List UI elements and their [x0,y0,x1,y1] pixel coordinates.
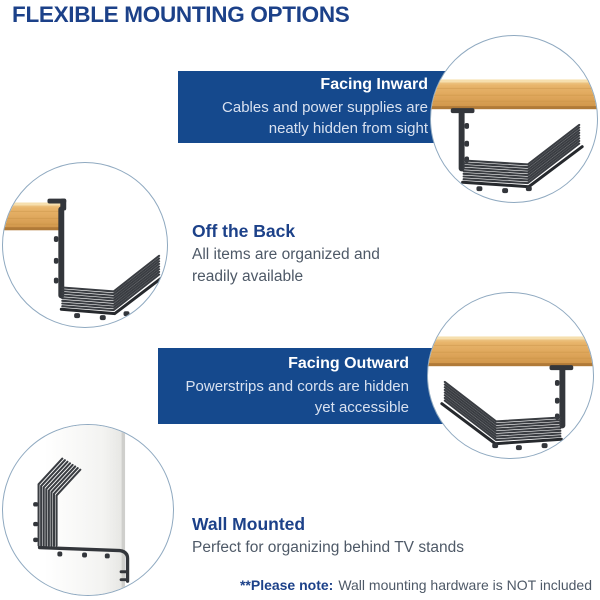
page-title: FLEXIBLE MOUNTING OPTIONS [12,2,350,27]
banner-facing-outward [158,348,450,424]
desk-surface [428,336,593,366]
illustration-facing-inward [430,35,598,203]
cable-tray [451,108,582,193]
wall-tray-graphic [3,425,173,595]
desk-tray-facing-inward-graphic [431,36,597,202]
option-wall-mounted [192,512,504,559]
illustration-off-the-back [2,162,168,328]
cable-tray [442,365,573,450]
desk-tray-facing-outward-graphic [428,293,593,458]
option-heading-wall-mounted: Wall Mounted [192,514,306,534]
option-heading-facing-outward: Facing Outward [288,355,409,372]
option-heading-off-the-back: Off the Back [192,221,296,241]
footnote [240,577,592,593]
option-description-facing-outward: Powerstrips and cords are hidden yet accessible [185,378,409,416]
option-off-the-back [192,219,414,288]
footnote-label: **Please note: [239,577,334,593]
option-description-facing-inward: Cables and power supplies are neatly hidden from sight [222,99,428,137]
illustration-facing-outward [427,292,594,459]
option-heading-facing-inward: Facing Inward [320,76,428,93]
option-description-wall-mounted: Perfect for organizing behind TV stands [192,539,464,556]
desk-tray-off-back-graphic [3,163,167,327]
option-description-off-the-back: All items are organized and readily available [192,246,380,285]
cable-tray [47,199,162,321]
footnote-text: Wall mounting hardware is NOT included [338,577,592,593]
desk-surface [3,203,63,231]
banner-facing-inward [178,71,448,143]
illustration-wall-mounted [2,424,174,596]
desk-surface [431,79,597,109]
